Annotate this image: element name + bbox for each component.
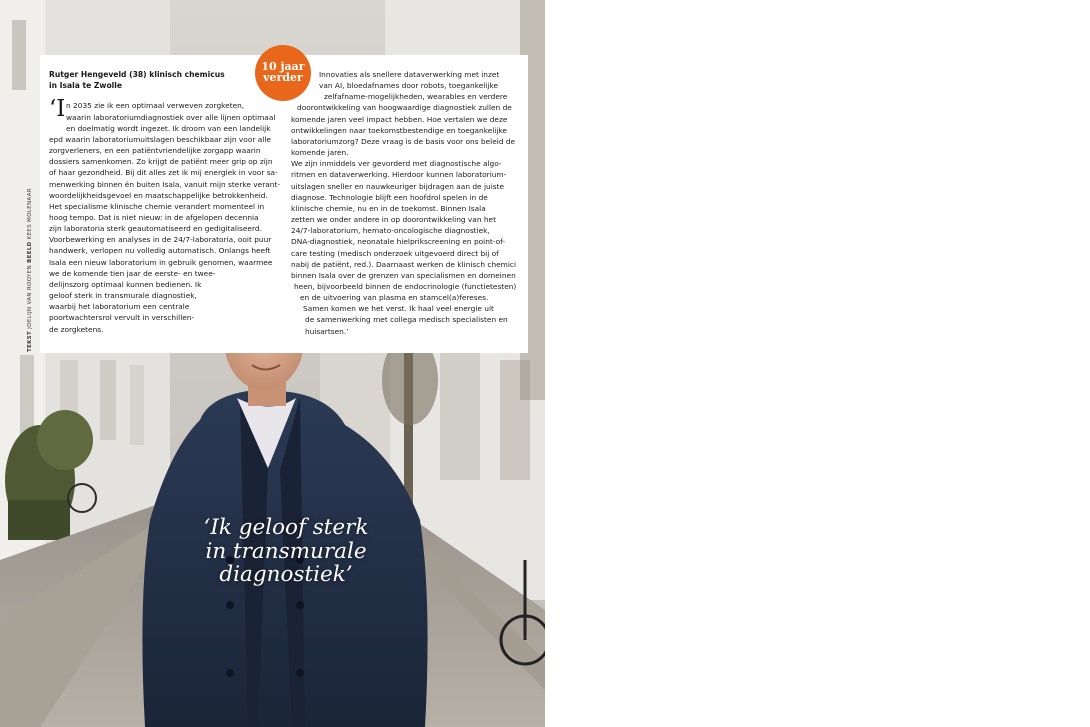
- text-line: de samenwerking met collega medisch specialisten en: [305, 315, 508, 325]
- drop-cap: ‘I: [49, 96, 66, 123]
- text-line: handwerk, verlopen nu volledig automatisch. Onlangs heeft: [49, 246, 271, 256]
- pull-quote: [186, 516, 386, 587]
- text-line: of haar gezondheid. Bij dit alles zet ik mij energiek in voor sa-: [49, 168, 278, 178]
- text-line: geloof sterk in transmurale diagnostiek,: [49, 291, 197, 301]
- quote-line: in transmurale: [205, 538, 367, 564]
- author-byline: [49, 69, 284, 91]
- text-line: doorontwikkeling van hoogwaardige diagnostiek zullen de: [297, 103, 512, 113]
- drop-cap-block: [49, 96, 284, 133]
- text-line: waarbij het laboratorium een centrale: [49, 302, 190, 312]
- author-location: in Isala te Zwolle: [49, 81, 123, 91]
- text-line: Voorbewerking en analyses in de 24/7-laboratoria, ooit puur: [49, 235, 272, 245]
- text-line: DNA-diagnostiek, neonatale hielprikscreening en point-of-: [291, 237, 505, 247]
- text-line: epd waarin laboratoriumuitslagen beschikbaar zijn voor alle: [49, 134, 271, 144]
- text-line: zijn laboratoria sterk geautomatiseerd en gedigitaliseerd.: [49, 224, 262, 234]
- badge-line1: 10 jaar: [261, 60, 305, 73]
- text-line: binnen Isala over de grenzen van specialismen en domeinen: [291, 270, 516, 280]
- text-line: menwerking binnen én buiten Isala, vanuit mijn sterke verant-: [49, 179, 281, 189]
- text-line: zorgverleners, en een patiëntvriendelijke zorgapp waarin: [49, 146, 261, 156]
- text-line: waarin laboratoriumdiagnostiek over alle lijnen optimaal: [66, 112, 276, 122]
- text-line: huisartsen.’: [305, 326, 349, 336]
- text-line: komende jaren veel impact hebben. Hoe vertalen we deze: [291, 114, 508, 124]
- credit-text-name: JOELIJN VAN ROOYEN: [27, 264, 33, 329]
- badge-line2: verder: [263, 71, 303, 84]
- text-line: zelfafname-mogelijkheden, wearables en verdere: [324, 92, 508, 102]
- text-line: komende jaren.: [291, 148, 349, 158]
- text-line: en de uitvoering van plasma en stamcel(a)fereses.: [300, 293, 489, 303]
- text-line: heen, bijvoorbeeld binnen de endocrinologie (functietesten): [294, 281, 517, 291]
- text-line: We zijn inmiddels ver gevorderd met diagnostische algo-: [291, 159, 502, 169]
- author-name: Rutger Hengeveld (38) klinisch chemicus: [49, 70, 225, 79]
- credit-image-name: KEES MOLENAAR: [27, 188, 33, 240]
- credit-image-label: BEELD: [27, 241, 33, 263]
- text-line: en doelmatig wordt ingezet. Ik droom van een landelijk: [66, 123, 271, 133]
- text-line: we de komende tien jaar de eerste- en twee-: [49, 268, 216, 278]
- text-line: care testing (medisch onderzoek uitgevoerd direct bij of: [291, 248, 499, 258]
- text-line: dossiers samenkomen. Zo krijgt de patiënt meer grip op zijn: [49, 157, 273, 167]
- text-line: klinische chemie, nu en in de toekomst. Binnen Isala: [291, 203, 486, 213]
- text-line: poortwachtersrol vervult in verschillen-: [49, 313, 195, 323]
- text-line: uitslagen sneller en nauwkeuriger bijdragen aan de juiste: [291, 181, 505, 191]
- text-line: laboratoriumzorg? Deze vraag is de basis voor ons beleid de: [291, 136, 516, 146]
- left-column: [49, 69, 284, 335]
- text-line: delijnszorg optimaal kunnen bedienen. Ik: [49, 279, 202, 289]
- quote-line: ‘Ik geloof sterk: [203, 515, 369, 540]
- text-line: woordelijkheidsgevoel en maatschappelijke betrokkenheid.: [49, 190, 268, 200]
- text-line: de zorgketens.: [49, 324, 104, 334]
- ten-years-badge: [255, 45, 311, 101]
- photo-credit: [27, 188, 33, 352]
- quote-line: diagnostiek’: [219, 562, 353, 587]
- credit-text-label: TEKST: [27, 330, 33, 352]
- text-line: Het specialisme klinische chemie verandert momenteel in: [49, 201, 265, 211]
- text-line: Samen komen we het verst. Ik haal veel energie uit: [303, 304, 494, 314]
- text-line: nabij de patiënt, red.). Daarnaast werken de klinisch chemici: [291, 259, 517, 269]
- text-line: hoog tempo. Dat is niet nieuw: in de afgelopen decennia: [49, 212, 259, 222]
- text-line: 24/7-laboratorium, hemato-oncologische diagnostiek,: [291, 226, 490, 236]
- text-line: zetten we onder andere in op doorontwikkeling van het: [291, 215, 496, 225]
- text-line: van AI, bloedafnames door robots, toegankelijke: [319, 81, 499, 91]
- text-line: n 2035 zie ik een optimaal verweven zorgketen,: [66, 101, 245, 111]
- right-column: [291, 69, 521, 337]
- text-line: Innovaties als snellere dataverwerking met inzet: [319, 70, 500, 79]
- text-line: Isala een nieuw laboratorium in gebruik genomen, waarmee: [49, 257, 273, 267]
- text-line: diagnose. Technologie blijft een hoofdrol spelen in de: [291, 192, 488, 202]
- text-line: ontwikkelingen naar toekomstbestendige en toegankelijke: [291, 125, 507, 135]
- text-line: ritmen en dataverwerking. Hierdoor kunnen laboratorium-: [291, 170, 507, 180]
